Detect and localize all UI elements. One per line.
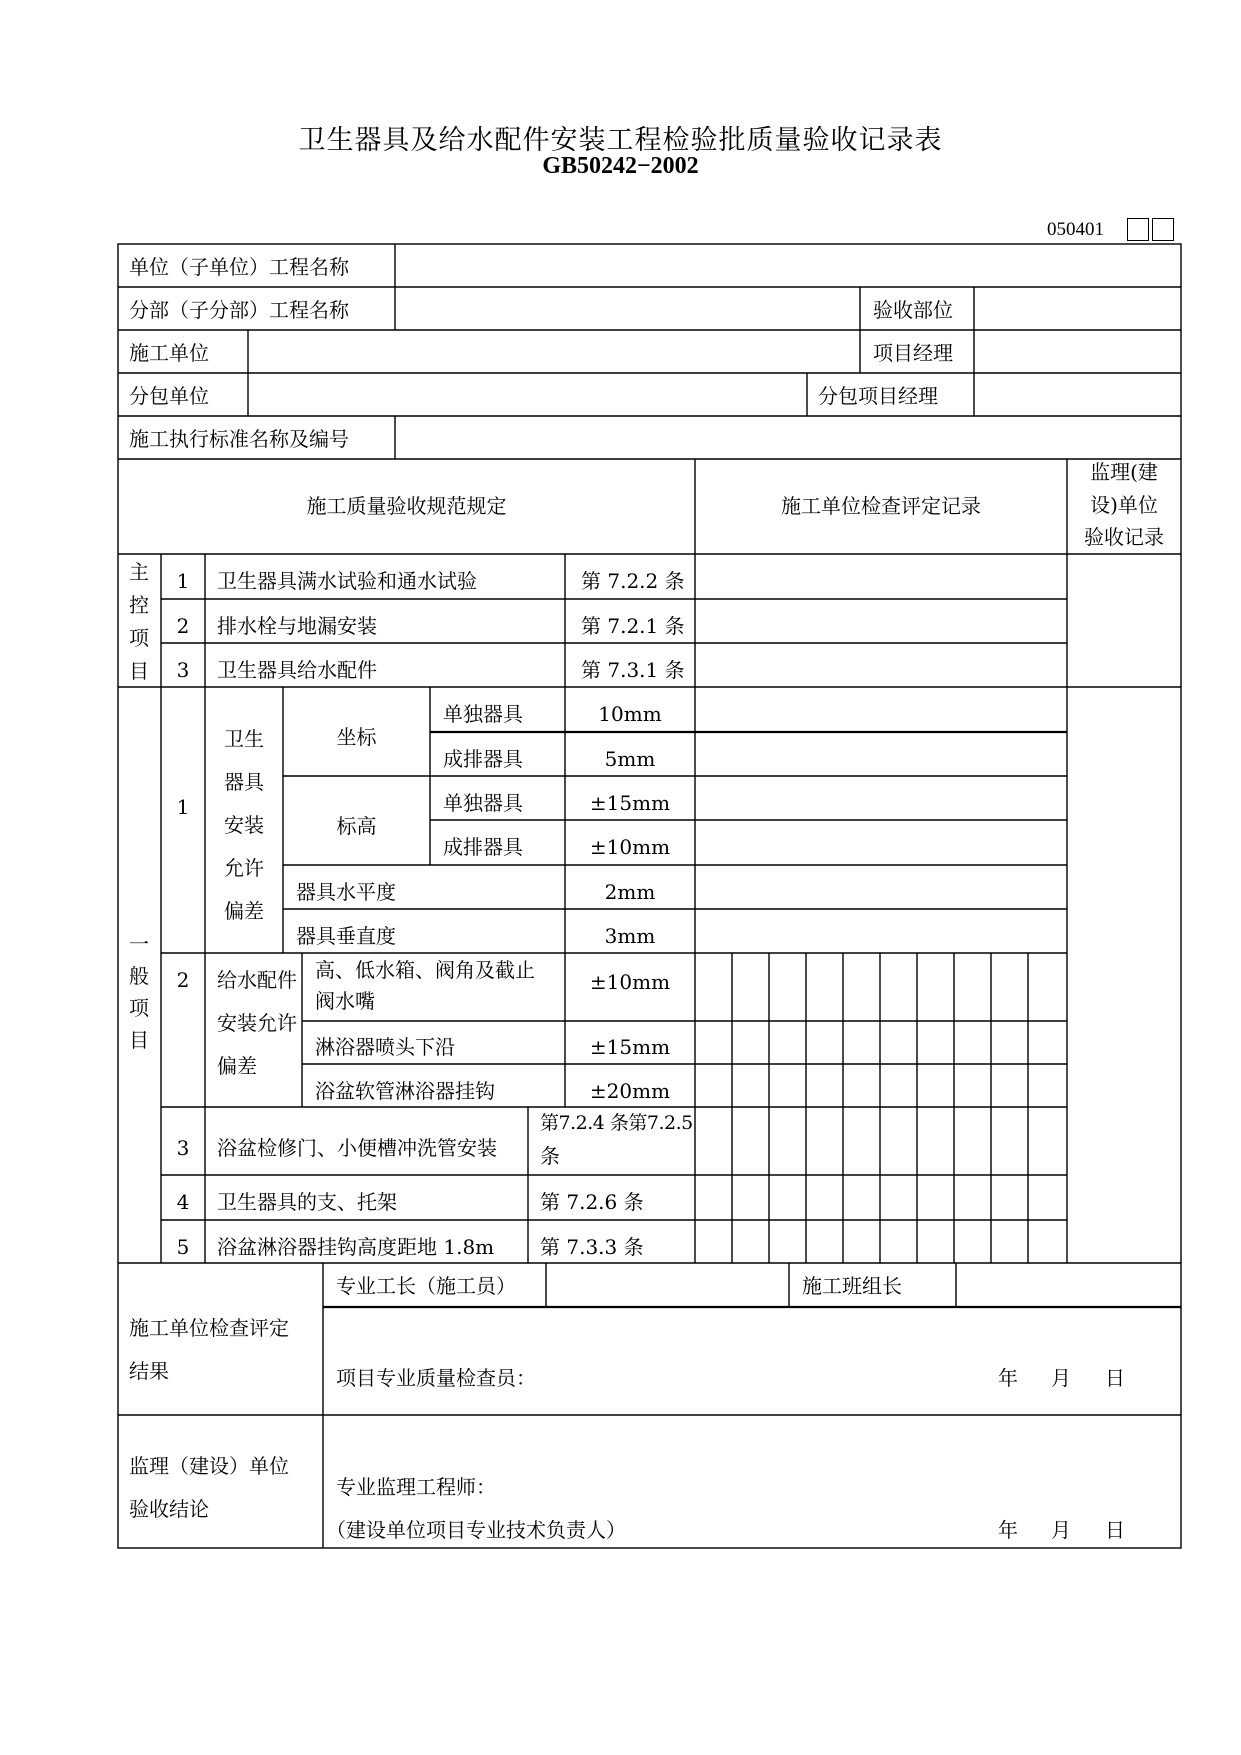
main-control-label: 主控项目 <box>129 560 149 683</box>
general-label: 一般项目 <box>129 932 149 1052</box>
item2a-value: ±10mm <box>589 970 671 994</box>
engineer-label: 专业监理工程师： <box>336 1475 496 1499</box>
main-item-1-clause: 第 7.2.2 条 <box>581 569 685 593</box>
coord-label: 坐标 <box>336 725 377 749</box>
level-label: 器具水平度 <box>296 880 396 904</box>
form-title: 卫生器具及给水配件安装工程检验批质量验收记录表 <box>298 125 943 156</box>
qc-year-label: 年 <box>998 1366 1018 1390</box>
item2-group-line1: 给水配件 <box>217 968 297 992</box>
supervisor-header-line1: 监理(建 <box>1090 460 1158 484</box>
main-item-1-no: 1 <box>176 569 190 593</box>
subcontractor-label: 分包单位 <box>129 384 209 408</box>
item1-group-line4: 允许 <box>224 856 264 880</box>
item1-group-line2: 器具 <box>224 770 264 794</box>
supervisor-result-line1: 监理（建设）单位 <box>129 1454 289 1478</box>
qc-day-label: 日 <box>1105 1366 1125 1390</box>
general-item-2-no: 2 <box>176 968 190 992</box>
general-item-4-no: 4 <box>176 1190 190 1214</box>
qc-inspector-label: 项目专业质量检查员： <box>336 1366 536 1390</box>
item2c-name: 浴盆软管淋浴器挂钩 <box>315 1079 495 1103</box>
main-item-2-no: 2 <box>176 614 190 638</box>
qc-month-label: 月 <box>1051 1366 1071 1390</box>
main-item-3-no: 3 <box>176 658 190 682</box>
sup-day-label: 日 <box>1105 1518 1125 1542</box>
sub-pm-label: 分包项目经理 <box>818 384 938 408</box>
team-leader-label: 施工班组长 <box>802 1274 902 1298</box>
owner-label: （建设单位项目专业技术负责人） <box>326 1518 626 1542</box>
foreman-label: 专业工长（施工员） <box>336 1274 516 1298</box>
standard-label: 施工执行标准名称及编号 <box>129 427 349 451</box>
item2-group-line3: 偏差 <box>217 1054 257 1078</box>
elev-single-value: ±15mm <box>589 791 671 815</box>
vertical-value: 3mm <box>604 924 656 948</box>
elev-single-label: 单独器具 <box>443 791 523 815</box>
coord-row-value: 5mm <box>604 747 656 771</box>
coord-single-value: 10mm <box>598 702 662 726</box>
general-item-5-clause: 第 7.3.3 条 <box>540 1235 644 1259</box>
elev-row-label: 成排器具 <box>443 835 523 859</box>
contractor-result-line2: 结果 <box>129 1359 169 1383</box>
item2c-value: ±20mm <box>589 1079 671 1103</box>
contractor-result-line1: 施工单位检查评定 <box>129 1316 289 1340</box>
general-item-1-no: 1 <box>176 795 190 819</box>
item2b-value: ±15mm <box>589 1035 671 1059</box>
coord-single-label: 单独器具 <box>443 702 523 726</box>
general-item-3-name: 浴盆检修门、小便槽冲洗管安装 <box>217 1136 497 1160</box>
general-item-4-name: 卫生器具的支、托架 <box>217 1190 397 1214</box>
elevation-label: 标高 <box>336 814 377 838</box>
sup-month-label: 月 <box>1051 1518 1071 1542</box>
supervisor-header-line2: 设)单位 <box>1090 493 1158 517</box>
sup-year-label: 年 <box>998 1518 1018 1542</box>
item1-group-line1: 卫生 <box>224 727 264 751</box>
supervisor-header-line3: 验收记录 <box>1084 525 1164 549</box>
supervisor-result-line2: 验收结论 <box>129 1497 209 1521</box>
general-item-3-no: 3 <box>176 1136 190 1160</box>
contractor-record-header: 施工单位检查评定记录 <box>781 494 981 518</box>
item2b-name: 淋浴器喷头下沿 <box>315 1035 455 1059</box>
main-item-1-name: 卫生器具满水试验和通水试验 <box>217 569 477 593</box>
general-item-5-name: 浴盆淋浴器挂钩高度距地 1.8m <box>217 1235 495 1259</box>
general-item-3-clause-line1: 第7.2.4 条第7.2.5 <box>540 1112 693 1134</box>
level-value: 2mm <box>604 880 656 904</box>
elev-row-value: ±10mm <box>589 835 671 859</box>
unit-project-label: 单位（子单位）工程名称 <box>129 255 349 279</box>
main-item-2-name: 排水栓与地漏安装 <box>217 614 377 638</box>
acceptance-part-label: 验收部位 <box>873 298 953 322</box>
sub-project-label: 分部（子分部）工程名称 <box>129 298 349 322</box>
item2a-name-line1: 高、低水箱、阀角及截止 <box>315 958 535 982</box>
contractor-label: 施工单位 <box>129 341 209 365</box>
general-item-4-clause: 第 7.2.6 条 <box>540 1190 644 1214</box>
item2-group-line2: 安装允许 <box>217 1011 297 1035</box>
project-manager-label: 项目经理 <box>873 341 953 365</box>
main-item-3-clause: 第 7.3.1 条 <box>581 658 685 682</box>
form-code: 050401 <box>1047 219 1104 240</box>
general-item-5-no: 5 <box>176 1235 190 1259</box>
item1-group-line3: 安装 <box>224 813 264 837</box>
spec-header: 施工质量验收规范规定 <box>306 494 507 518</box>
standard-code: GB50242−2002 <box>542 153 699 179</box>
main-item-2-clause: 第 7.2.1 条 <box>581 614 685 638</box>
item1-group-line5: 偏差 <box>224 899 264 923</box>
coord-row-label: 成排器具 <box>443 747 523 771</box>
general-item-3-clause-line2: 条 <box>540 1144 560 1168</box>
item2a-name-line2: 阀水嘴 <box>315 989 375 1013</box>
main-item-3-name: 卫生器具给水配件 <box>217 658 377 682</box>
vertical-label: 器具垂直度 <box>296 924 396 948</box>
